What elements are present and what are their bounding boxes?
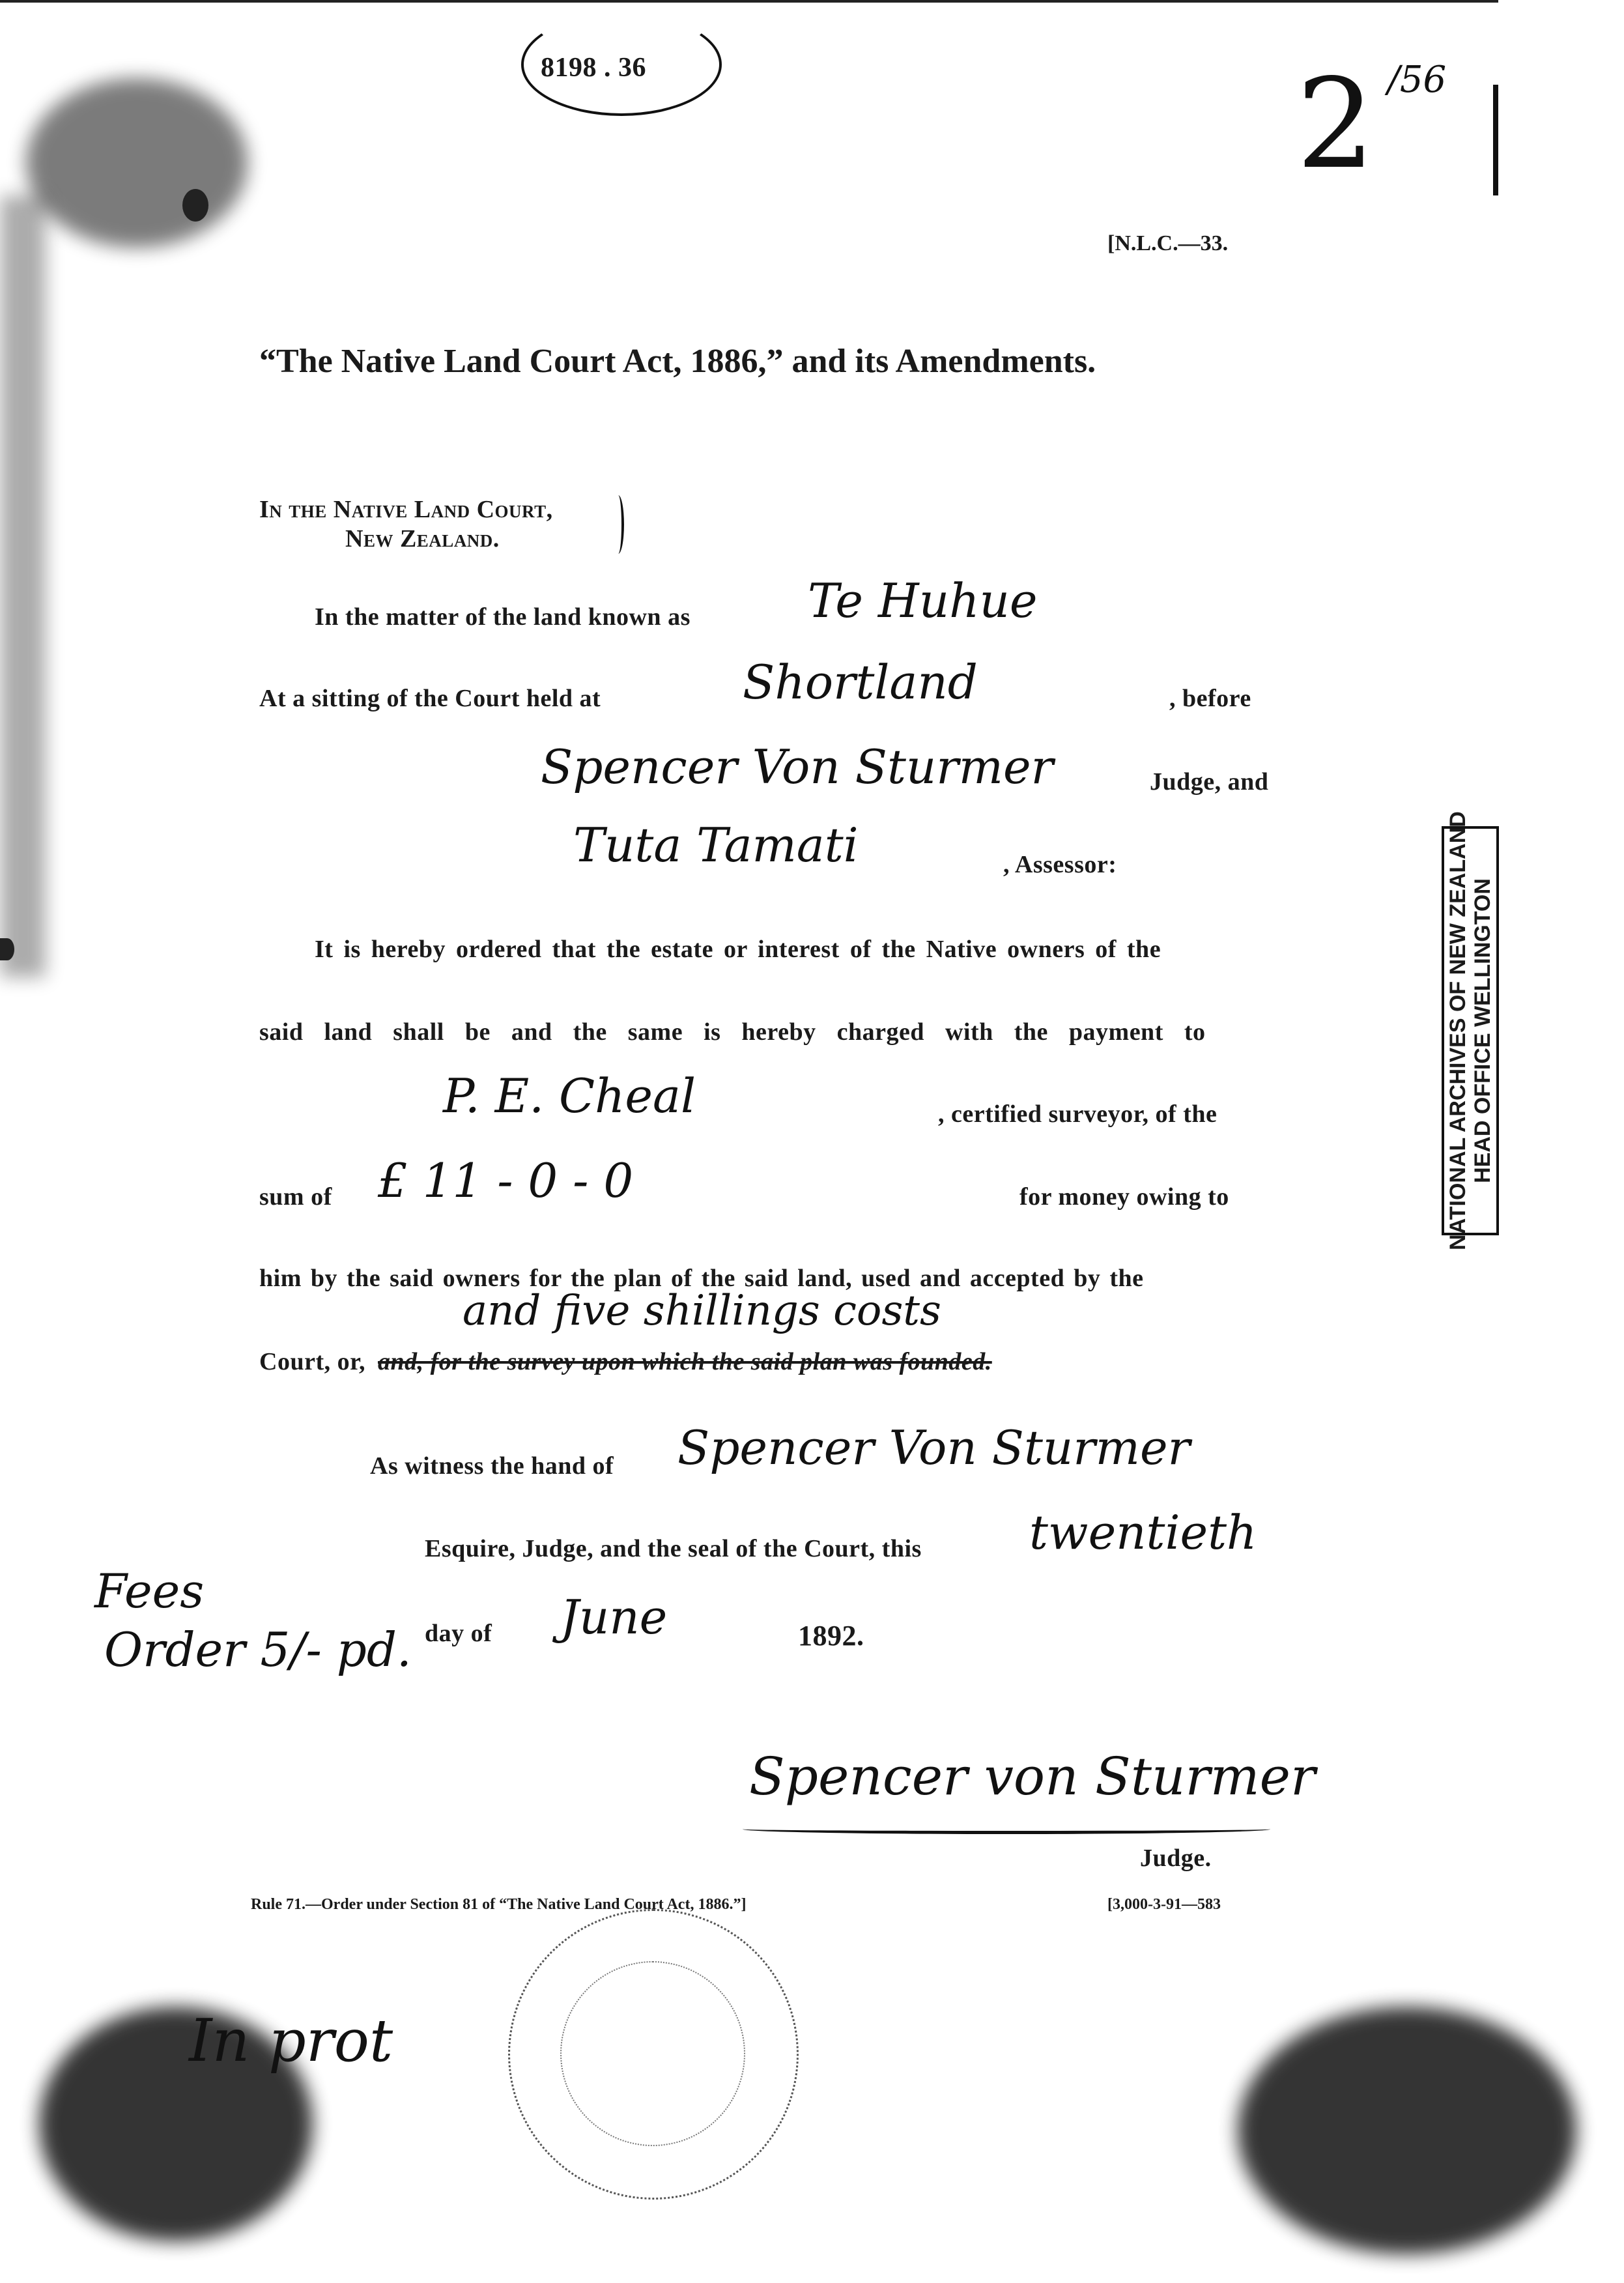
national-archives-stamp <box>1442 811 1499 1250</box>
money-owing-label: for money owing to <box>1019 1183 1229 1211</box>
court-heading-brace <box>612 495 624 554</box>
surveyor-name: P. E. Cheal <box>443 1069 696 1123</box>
day-word: twentieth <box>1029 1505 1257 1560</box>
judge-sig-label: Judge. <box>1140 1845 1212 1872</box>
day-of-label: day of <box>425 1620 492 1647</box>
court-or-label: Court, or, <box>259 1348 365 1375</box>
archive-ref-number: 2 <box>1296 52 1375 196</box>
left-edge-arrow <box>0 938 14 960</box>
sum-value: £ 11 - 0 - 0 <box>378 1153 634 1208</box>
esquire-label: Esquire, Judge, and the seal of the Court, this <box>425 1535 922 1562</box>
archive-ref-small: /56 <box>1388 59 1447 101</box>
judge-signature: Spencer von Sturmer <box>749 1746 1316 1807</box>
form-code: [N.L.C.—33. <box>1107 231 1229 255</box>
assessor-name: Tuta Tamati <box>573 818 859 872</box>
assessor-label: , Assessor: <box>1003 851 1117 878</box>
court-seal-inner <box>560 1961 745 2146</box>
witness-label: As witness the hand of <box>370 1452 614 1480</box>
order-line-1: It is hereby ordered that the estate or interest of the Native owners of the <box>315 936 1161 963</box>
struck-text: and, for the survey upon which the said plan was founded. <box>378 1348 992 1375</box>
sitting-place: Shortland <box>743 655 978 710</box>
scan-shadow-left-edge <box>0 195 46 977</box>
judge-label: Judge, and <box>1150 768 1269 796</box>
before-label: , before <box>1169 685 1251 712</box>
scan-shadow-bottom-right <box>1238 2007 1576 2254</box>
surveyor-label: , certified surveyor, of the <box>938 1100 1218 1128</box>
sitting-label: At a sitting of the Court held at <box>259 685 601 712</box>
document-title: “The Native Land Court Act, 1886,” and its Amendments. <box>259 343 1096 380</box>
margin-note-fees: Fees <box>94 1564 205 1618</box>
top-border-line <box>0 0 1498 3</box>
sum-label: sum of <box>259 1183 332 1211</box>
plan-line: him by the said owners for the plan of the said land, used and accepted by the <box>259 1265 1144 1292</box>
left-punch-mark <box>182 189 208 222</box>
court-heading-line1: In the Native Land Court, <box>259 496 553 523</box>
land-label: In the matter of the land known as <box>315 603 691 631</box>
year: 1892. <box>798 1620 864 1652</box>
margin-note-order: Order 5/- pd. <box>104 1622 412 1677</box>
rule-footer: Rule 71.—Order under Section 81 of “The Native Land Court Act, 1886.”] <box>251 1896 747 1913</box>
court-heading-line2: New Zealand. <box>345 525 500 553</box>
scan-shadow-top-left <box>26 78 248 248</box>
archive-stamp-line2: HEAD OFFICE WELLINGTON <box>1470 878 1495 1183</box>
costs-insert: and five shillings costs <box>463 1287 941 1335</box>
right-edge-mark <box>1493 85 1498 195</box>
signature-flourish <box>743 1824 1270 1834</box>
top-stamp-number: 8198 . 36 <box>541 53 646 83</box>
order-line-2: said land shall be and the same is hereby charged with the payment to <box>259 1018 1206 1046</box>
land-name: Te Huhue <box>808 573 1038 628</box>
witness-name: Spencer Von Sturmer <box>677 1420 1190 1475</box>
print-code: [3,000-3-91—583 <box>1107 1896 1221 1913</box>
bottom-note: In prot <box>189 2007 393 2075</box>
archive-stamp-line1: NATIONAL ARCHIVES OF NEW ZEALAND <box>1446 811 1470 1250</box>
judge-name: Spencer Von Sturmer <box>541 739 1053 794</box>
month: June <box>560 1590 668 1644</box>
